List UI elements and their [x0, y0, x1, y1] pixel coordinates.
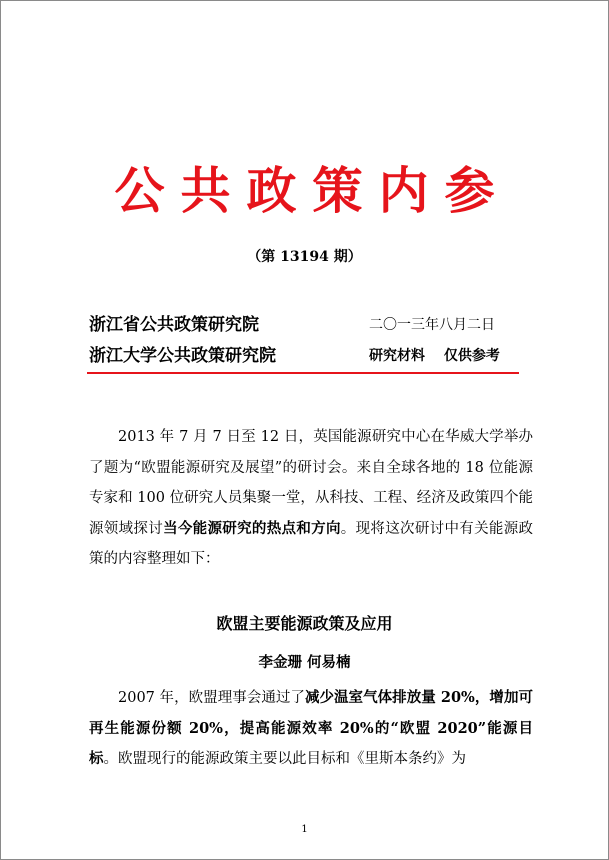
- masthead-divider: [87, 372, 519, 374]
- intro-paragraph: [89, 422, 533, 575]
- intro-text-bold: 当今能源研究的热点和方向: [163, 519, 341, 537]
- intro-text-3: 。现将这次研讨中有关能源政策的内容整理如下：: [89, 520, 534, 567]
- article-text-bold: 减少温室气体排放量 20%，增加可再生能源份额 20%，提高能源效率 20%的“欧盟 2020”能源目标: [89, 689, 533, 767]
- article-authors: 李金珊 何易楠: [258, 654, 351, 671]
- article-paragraph: [89, 683, 533, 775]
- article-text-1: 2007 年，欧盟理事会通过了: [118, 690, 305, 706]
- usage-note: 研究材料 仅供参考: [369, 348, 500, 364]
- page-number: 1: [301, 824, 308, 835]
- issue-number: （第 13194 期）: [247, 249, 362, 265]
- masthead-title: 公共政策内参: [114, 161, 511, 220]
- publisher-org-2: 浙江大学公共政策研究院: [89, 346, 276, 366]
- intro-text-1: 2013 年 7 月 7 日至 12 日，英国能源研究中心在华威大学举办了题为“欧盟能源研究及展望”的研讨会。来自全球各地的 18 位能源专家和 100 位研究人员集聚一堂，从科技、工程、经济及政策四个能源领域探讨: [89, 429, 533, 537]
- article-title: 欧盟主要能源政策及应用: [216, 614, 393, 633]
- article-text-3: 。欧盟现行的能源政策主要以此目标和《里斯本条约》为: [103, 751, 466, 767]
- publish-date: 二〇一三年八月二日: [369, 317, 495, 333]
- publisher-org-1: 浙江省公共政策研究院: [89, 315, 259, 335]
